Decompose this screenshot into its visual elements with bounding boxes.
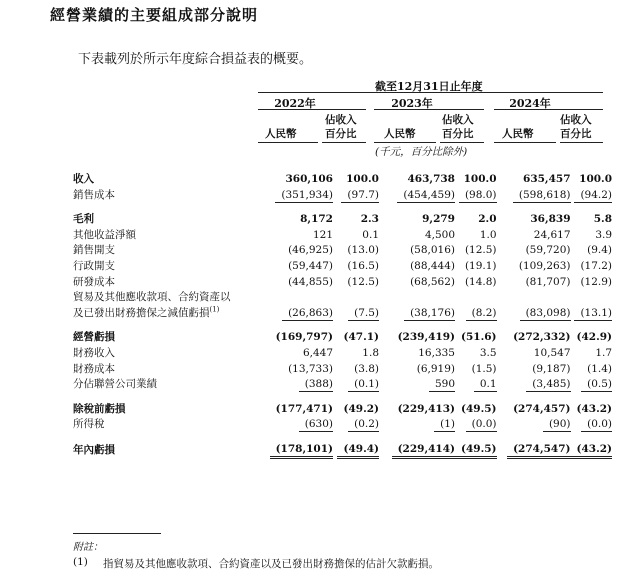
row-label: 行政開支 <box>73 259 115 272</box>
row-value: (272,332) <box>513 331 571 344</box>
row-value: (14.8) <box>464 275 497 288</box>
table-row <box>73 290 612 306</box>
row-value: 16,335 <box>418 346 455 359</box>
row-value: (630) <box>260 417 333 433</box>
row-value: (598,618) <box>497 188 571 204</box>
table-row <box>73 362 612 378</box>
row-value: (0.2) <box>333 417 379 433</box>
row-value: 0.1 <box>455 377 497 393</box>
year-rule-2022 <box>258 109 366 110</box>
table-row <box>73 377 612 393</box>
row-value: 1.8 <box>362 346 379 359</box>
row-value: (239,419) <box>397 331 455 344</box>
row-value: (88,444) <box>410 259 455 272</box>
intro-text: 下表載列於所示年度綜合損益表的概要。 <box>78 52 313 67</box>
row-value: (97.7) <box>333 188 379 204</box>
col-rule-pct-2022 <box>322 142 366 143</box>
row-label: 及已發出財務擔保之減值虧損$^{(1)}$ <box>73 305 220 319</box>
table-row <box>73 306 612 322</box>
row-value: 100.0 <box>463 173 497 185</box>
row-label: 貿易及其他應收款項、合約資產以 <box>73 291 231 304</box>
row-value: (274,547) <box>497 442 571 459</box>
footnote-ref: (1) <box>209 305 220 314</box>
row-value: 100.0 <box>579 173 613 185</box>
row-label: 財務收入 <box>73 346 115 359</box>
row-value: 590 <box>379 377 455 393</box>
table-row <box>73 259 612 275</box>
row-value: (12.5) <box>347 275 379 288</box>
row-label: 經營虧損 <box>73 331 115 344</box>
col-pct-2023: 佔收入 百分比 <box>442 114 474 140</box>
row-value: (94.2) <box>571 188 613 204</box>
footnote-text: 指貿易及其他應收款項、合約資產以及已發出財務擔保的估計欠款虧損。 <box>103 558 439 570</box>
col-rmb-2023: 人民幣 <box>384 128 416 140</box>
row-value: 1.0 <box>479 228 497 241</box>
row-value: 463,738 <box>407 173 455 185</box>
row-value: 360,106 <box>285 173 333 185</box>
row-label: 銷售開支 <box>73 244 115 257</box>
row-value: (169,797) <box>275 331 333 344</box>
income-statement-table <box>73 172 612 459</box>
row-value: 2.0 <box>478 213 497 226</box>
row-value: (44,855) <box>288 275 333 288</box>
row-value: 10,547 <box>533 346 571 359</box>
row-value: (13.0) <box>347 244 379 257</box>
row-value: (178,101) <box>260 442 333 459</box>
row-value: (16.5) <box>347 259 379 272</box>
row-value: (98.0) <box>455 188 497 204</box>
row-value: (109,263) <box>518 259 571 272</box>
row-value: (58,016) <box>410 244 455 257</box>
col-pct-2022: 佔收入 百分比 <box>325 114 357 140</box>
table-row <box>73 346 612 362</box>
col-pct-2024: 佔收入 百分比 <box>560 114 592 140</box>
row-label: 毛利 <box>73 213 94 226</box>
col-rule-pct-2024 <box>560 142 603 143</box>
row-value: 24,617 <box>533 228 571 241</box>
table-row <box>73 275 612 291</box>
row-value: (0.1) <box>333 377 379 393</box>
table-row <box>73 172 612 188</box>
row-value: (12.5) <box>464 244 497 257</box>
row-value: 6,447 <box>302 346 333 359</box>
row-value: (177,471) <box>275 402 333 415</box>
row-spacer <box>73 321 612 330</box>
year-header-2023: 2023年 <box>391 97 433 110</box>
row-value <box>497 290 571 306</box>
col-rule-rmb-2024 <box>494 142 556 143</box>
row-value: (38,176) <box>379 306 455 322</box>
row-value: (3.8) <box>354 362 379 375</box>
row-value <box>260 290 333 306</box>
row-value: 1.7 <box>595 346 613 359</box>
table-row <box>73 402 612 418</box>
row-value: (3,485) <box>497 377 571 393</box>
row-value: 3.5 <box>479 346 497 359</box>
row-value: (7.5) <box>333 306 379 322</box>
row-value: (388) <box>260 377 333 393</box>
row-value: 0.1 <box>362 228 379 241</box>
row-value: (229,413) <box>397 402 455 415</box>
row-value: (9,187) <box>532 362 571 375</box>
table-row <box>73 243 612 259</box>
row-value: (43.2) <box>571 442 613 459</box>
row-value: 121 <box>312 228 333 241</box>
footnote-label: 附註： <box>73 542 103 553</box>
table-row <box>73 417 612 433</box>
row-value: (17.2) <box>580 259 613 272</box>
row-value: 8,172 <box>300 213 333 226</box>
period-header: 截至12月31日止年度 <box>375 80 483 93</box>
row-value: (6,919) <box>416 362 455 375</box>
row-value: 3.9 <box>595 228 613 241</box>
row-value <box>455 290 497 306</box>
table-row <box>73 330 612 346</box>
col-rule-rmb-2023 <box>374 142 436 143</box>
row-value: (26,863) <box>260 306 333 322</box>
row-label: 收入 <box>73 173 94 185</box>
row-value: (351,934) <box>260 188 333 204</box>
year-rule-2023 <box>374 109 484 110</box>
col-rule-pct-2023 <box>440 142 484 143</box>
table-row <box>73 188 612 204</box>
unit-note: (千元，百分比除外) <box>375 146 468 158</box>
row-value: (9.4) <box>587 244 613 257</box>
year-header-2022: 2022年 <box>274 97 316 110</box>
row-value: (59,720) <box>525 244 571 257</box>
row-value <box>379 290 455 306</box>
row-value: 100.0 <box>346 173 379 185</box>
row-value: (12.9) <box>580 275 613 288</box>
row-label: 財務成本 <box>73 362 115 375</box>
row-value: (1.5) <box>471 362 497 375</box>
year-header-2024: 2024年 <box>509 97 551 110</box>
row-value: (81,707) <box>525 275 571 288</box>
section-title: 經營業績的主要組成部分說明 <box>50 6 259 24</box>
row-value <box>571 290 613 306</box>
row-value: (42.9) <box>576 331 613 344</box>
period-rule <box>258 92 603 93</box>
row-spacer <box>73 433 612 442</box>
row-value <box>333 290 379 306</box>
row-value: (0.5) <box>571 377 613 393</box>
row-value: (229,414) <box>379 442 455 459</box>
row-value: (90) <box>497 417 571 433</box>
row-value: (274,457) <box>513 402 571 415</box>
footnote-rule <box>73 533 161 534</box>
col-rmb-2022: 人民幣 <box>265 128 297 140</box>
row-label: 銷售成本 <box>73 188 115 201</box>
row-value: 635,457 <box>523 173 571 185</box>
row-value: (68,562) <box>410 275 455 288</box>
row-value: (8.2) <box>455 306 497 322</box>
row-value: (49.4) <box>333 442 379 459</box>
row-value: (454,459) <box>379 188 455 204</box>
row-label: 所得稅 <box>73 418 105 431</box>
row-value: (13.1) <box>571 306 613 322</box>
row-label: 除稅前虧損 <box>73 402 126 415</box>
col-rmb-2024: 人民幣 <box>502 128 534 140</box>
row-spacer <box>73 203 612 212</box>
row-value: (1) <box>379 417 455 433</box>
row-value: (83,098) <box>497 306 571 322</box>
col-rule-rmb-2022 <box>258 142 318 143</box>
row-value: (46,925) <box>288 244 333 257</box>
row-value: 4,500 <box>424 228 455 241</box>
row-value: (13,733) <box>288 362 333 375</box>
row-label: 分佔聯營公司業績 <box>73 378 157 391</box>
row-value: (1.4) <box>587 362 613 375</box>
table-row <box>73 212 612 228</box>
row-spacer <box>73 393 612 402</box>
row-value: (49.5) <box>461 402 497 415</box>
table-row <box>73 442 612 459</box>
row-value: 9,279 <box>422 213 455 226</box>
row-label: 研發成本 <box>73 275 115 288</box>
row-value: (43.2) <box>576 402 613 415</box>
row-label: 其他收益淨額 <box>73 228 136 241</box>
table-row <box>73 228 612 244</box>
row-value: 36,839 <box>530 213 571 226</box>
row-value: (0.0) <box>571 417 613 433</box>
row-value: (49.2) <box>343 402 379 415</box>
footnote-number: (1) <box>73 556 88 568</box>
row-value: (47.1) <box>343 331 379 344</box>
row-value: (19.1) <box>464 259 497 272</box>
row-value: (49.5) <box>455 442 497 459</box>
row-value: (59,447) <box>288 259 333 272</box>
row-value: 2.3 <box>360 213 379 226</box>
row-value: 5.8 <box>593 213 613 226</box>
row-label: 年內虧損 <box>73 443 115 456</box>
year-rule-2024 <box>494 109 603 110</box>
row-value: (51.6) <box>461 331 497 344</box>
row-value: (0.0) <box>455 417 497 433</box>
